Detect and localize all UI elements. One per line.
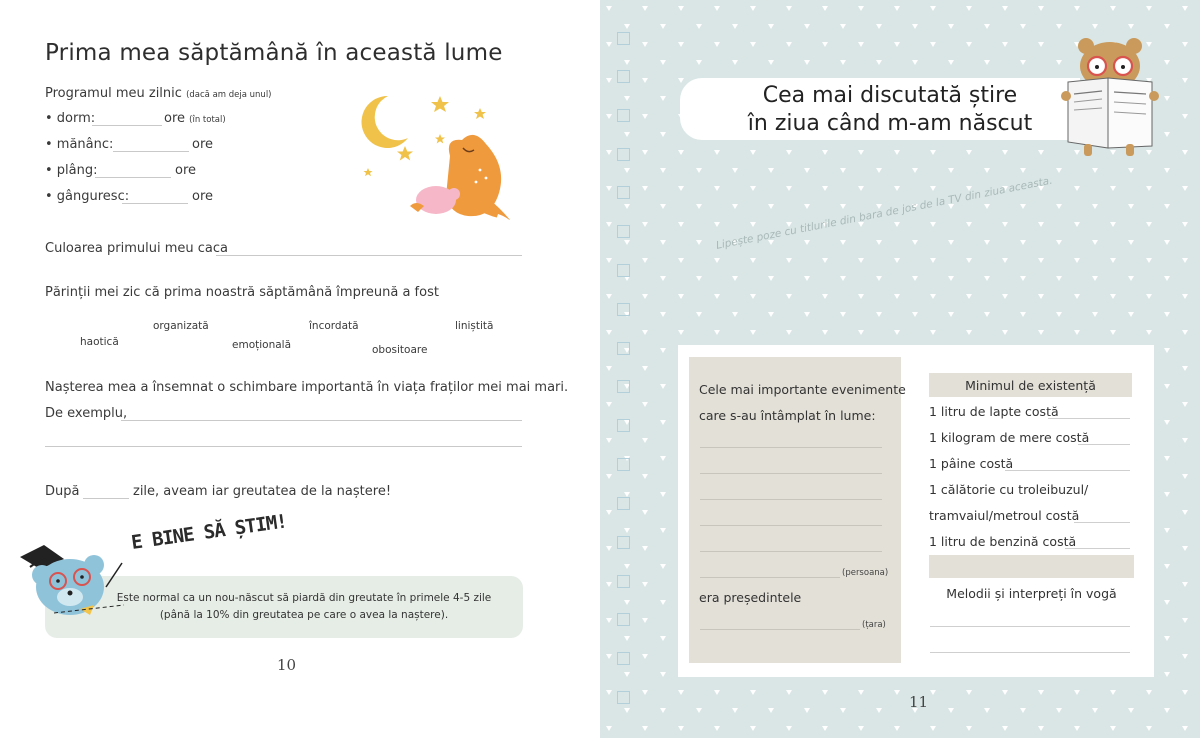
fox-icon xyxy=(410,135,512,223)
example-label: De exemplu, xyxy=(45,406,128,421)
schedule-item-coo-label: • gânguresc: xyxy=(45,189,130,204)
world-events-line-e[interactable] xyxy=(700,551,882,552)
teacher-bear-illustration xyxy=(14,527,126,619)
schedule-coo-line[interactable] xyxy=(122,203,188,204)
schedule-item-sleep-label: • dorm: xyxy=(45,111,96,126)
cost-milk-line[interactable] xyxy=(1048,418,1130,419)
example-line-2[interactable] xyxy=(45,446,522,447)
poop-color-line[interactable] xyxy=(216,255,522,256)
songs-heading: Melodii și interpreți în vogă xyxy=(946,586,1117,601)
tip-line-2: (până la 10% din greutatea pe care o avea la naștere). xyxy=(159,609,449,621)
cost-apples-line[interactable] xyxy=(1078,444,1130,445)
page-number-right: 11 xyxy=(909,693,929,711)
cost-bread-label: 1 pâine costă xyxy=(929,456,1014,471)
president-person-line[interactable] xyxy=(700,577,840,578)
songs-line-1[interactable] xyxy=(930,626,1130,627)
adjective-tense[interactable]: încordată xyxy=(309,320,359,332)
cost-heading: Minimul de existență xyxy=(965,378,1096,393)
songs-line-2[interactable] xyxy=(930,652,1130,653)
siblings-text: Nașterea mea a însemnat o schimbare importantă în viața fraților mei mai mari. xyxy=(45,380,569,395)
newspaper-bear-illustration xyxy=(1060,36,1162,158)
moon-icon xyxy=(362,96,408,148)
tip-heading: E BINE SĂ ȘTIM! xyxy=(129,510,289,554)
cost-trip-label-1: 1 călătorie cu troleibuzul/ xyxy=(929,482,1089,497)
schedule-cry-line[interactable] xyxy=(95,177,171,178)
schedule-heading-note: (dacă am deja unul) xyxy=(186,90,272,100)
songs-band xyxy=(929,555,1134,578)
world-events-line-2: care s-au întâmplat în lume: xyxy=(699,408,876,423)
weight-before-label: După xyxy=(45,484,80,499)
world-events-box xyxy=(689,357,901,663)
schedule-cry-unit: ore xyxy=(175,163,197,178)
schedule-heading xyxy=(45,86,272,101)
world-events-line-d[interactable] xyxy=(700,525,882,526)
cost-milk-label: 1 litru de lapte costă xyxy=(929,404,1059,419)
world-events-line-a[interactable] xyxy=(700,447,882,448)
example-line-1[interactable] xyxy=(121,420,522,421)
adjective-chaotic[interactable]: haotică xyxy=(80,336,119,348)
schedule-heading-text: Programul meu zilnic xyxy=(45,86,182,101)
schedule-eat-unit: ore xyxy=(192,137,214,152)
paste-note: Lipește poze cu titlurile din bara de jos de la TV din ziua aceasta. xyxy=(715,174,1054,252)
news-title-line-2: în ziua când m-am născut xyxy=(747,111,1033,136)
adjective-tiring[interactable]: obositoare xyxy=(372,344,428,356)
poop-color-label: Culoarea primului meu caca xyxy=(45,241,228,256)
adjective-organized[interactable]: organizată xyxy=(153,320,209,332)
world-events-line-b[interactable] xyxy=(700,473,882,474)
adjective-calm[interactable]: liniștită xyxy=(455,320,494,332)
cost-trip-label-2: tramvaiul/metroul costă xyxy=(929,508,1080,523)
schedule-sleep-unit xyxy=(164,111,226,126)
cost-fuel-label: 1 litru de benzină costă xyxy=(929,534,1077,549)
schedule-sleep-unit-text: ore xyxy=(164,111,186,126)
parents-say-label: Părinții mei zic că prima noastră săptămână împreună a fost xyxy=(45,285,439,300)
president-country-line[interactable] xyxy=(700,629,860,630)
schedule-item-cry-label: • plâng: xyxy=(45,163,98,178)
schedule-sleep-line[interactable] xyxy=(92,125,162,126)
president-label: era președintele xyxy=(699,590,802,605)
schedule-item-eat-label: • mănânc: xyxy=(45,137,114,152)
news-title xyxy=(700,82,1080,138)
cost-fuel-line[interactable] xyxy=(1065,548,1130,549)
news-title-line-1: Cea mai discutată știre xyxy=(762,83,1018,108)
schedule-eat-line[interactable] xyxy=(113,151,189,152)
schedule-sleep-note: (în total) xyxy=(189,115,226,125)
pointer-stick-icon xyxy=(106,563,122,587)
world-events-line-1: Cele mai importante evenimente xyxy=(699,382,906,397)
country-note: (țara) xyxy=(862,620,886,630)
cost-bread-line[interactable] xyxy=(1005,470,1130,471)
page-title: Prima mea săptămână în această lume xyxy=(45,40,503,66)
newspaper-icon xyxy=(1068,78,1152,148)
sleeping-fox-illustration xyxy=(350,88,525,233)
world-events-line-c[interactable] xyxy=(700,499,882,500)
cost-trip-line[interactable] xyxy=(1074,522,1130,523)
page-number-left: 10 xyxy=(277,656,297,674)
tip-line-1: Este normal ca un nou-născut să piardă din greutate în primele 4-5 zile xyxy=(116,592,492,604)
right-page xyxy=(600,0,1200,738)
schedule-coo-unit: ore xyxy=(192,189,214,204)
cost-apples-label: 1 kilogram de mere costă xyxy=(929,430,1090,445)
weight-days-line[interactable] xyxy=(83,498,129,499)
weight-after-label: zile, aveam iar greutatea de la naștere! xyxy=(133,484,392,499)
adjective-emotional[interactable]: emoțională xyxy=(232,339,292,351)
persona-note: (persoana) xyxy=(842,568,889,578)
